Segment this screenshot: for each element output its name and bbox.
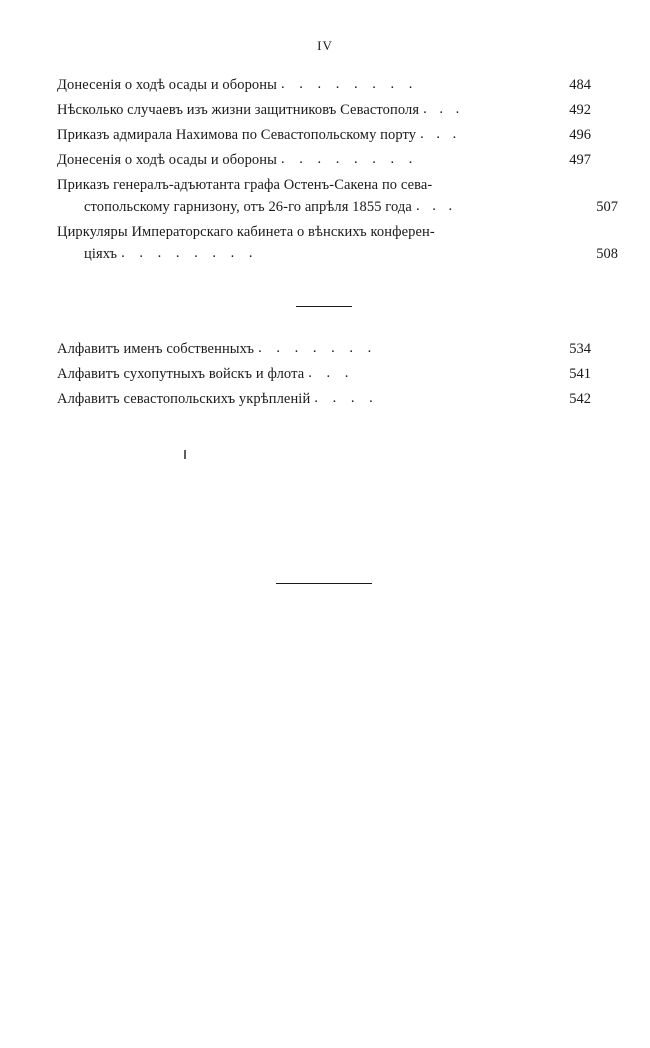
section-divider-rule [57, 294, 591, 312]
toc-entry [57, 174, 618, 218]
toc-leader-dots: . . . . . . . . [280, 151, 418, 167]
toc-entry-page: 534 [569, 341, 591, 357]
toc-entry [57, 99, 591, 121]
toc-entry [57, 221, 618, 265]
spacer [57, 268, 591, 294]
toc-entry-page: 542 [569, 391, 591, 407]
table-of-contents [57, 74, 618, 413]
toc-entry-title: Донесенія о ходѣ осады и обороны [57, 152, 277, 168]
toc-leader-dots: . . . . . . . . [280, 76, 418, 92]
toc-entry-page: 541 [569, 366, 591, 382]
toc-leader-dots: . . . [420, 126, 461, 142]
toc-entry-title: Алфавитъ севастопольскихъ укрѣпленій [57, 391, 311, 407]
spacer [57, 312, 591, 338]
page-divider-rule [57, 571, 591, 589]
toc-entry-page: 508 [596, 246, 618, 262]
toc-entry [57, 124, 591, 146]
toc-entry [57, 149, 591, 171]
rule-line [296, 306, 352, 307]
toc-entry-page: 484 [569, 77, 591, 93]
toc-entry-title: Приказъ генералъ-адъютанта графа Остенъ-Сакена по сева- [57, 177, 433, 193]
toc-entry-page: 507 [596, 199, 618, 215]
toc-entry-page: 492 [569, 102, 591, 118]
toc-index-group [57, 338, 591, 410]
toc-entry [57, 74, 591, 96]
page-folio: IV [317, 38, 333, 53]
stray-ink-mark [184, 450, 186, 459]
toc-leader-dots: . . . . [314, 390, 379, 406]
toc-entry-title: Циркуляры Императорскаго кабинета о вѣнскихъ конферен- [57, 224, 435, 240]
toc-entry [57, 363, 591, 385]
toc-leader-dots: . . . [423, 101, 464, 117]
toc-entry-title-cont: стопольскому гарнизону, отъ 26-го апрѣля 1855 года [84, 199, 412, 215]
toc-entry-title-cont: ціяхъ [84, 246, 118, 262]
toc-leader-dots: . . . . . . . . [121, 245, 259, 261]
toc-leader-dots: . . . [308, 365, 354, 381]
toc-leader-dots: . . . [415, 198, 457, 214]
toc-entry-title: Приказъ адмирала Нахимова по Севастопольскому порту [57, 127, 417, 143]
toc-entry-title: Алфавитъ именъ собственныхъ [57, 341, 255, 357]
toc-leader-dots: . . . . . . . [258, 340, 377, 356]
toc-entry-page: 497 [569, 152, 591, 168]
rule-line [276, 583, 372, 584]
toc-entry-title: Нѣсколько случаевъ изъ жизни защитниковъ Севастополя [57, 102, 420, 118]
toc-entry [57, 338, 591, 360]
toc-entry-title: Алфавитъ сухопутныхъ войскъ и флота [57, 366, 305, 382]
toc-entry [57, 388, 591, 410]
toc-entry-title: Донесенія о ходѣ осады и обороны [57, 77, 277, 93]
toc-entry-page: 496 [569, 127, 591, 143]
